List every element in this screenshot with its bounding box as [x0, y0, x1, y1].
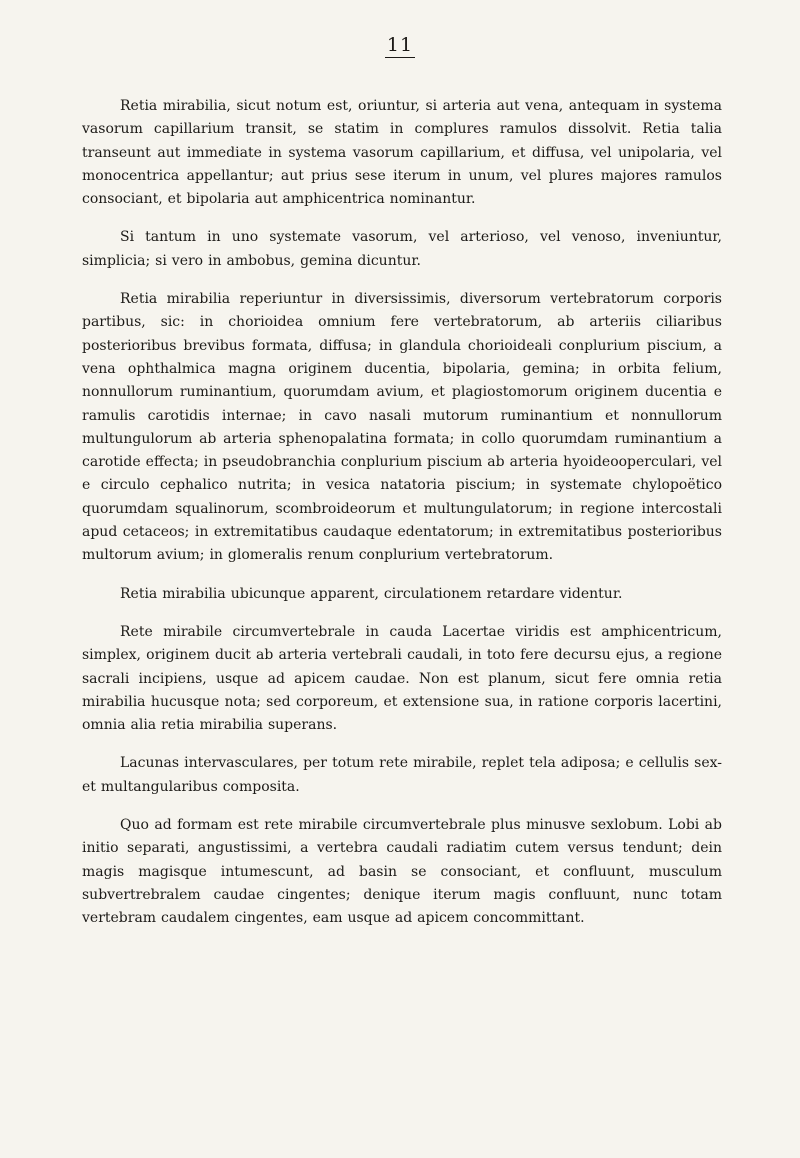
paragraph-6: Lacunas intervasculares, per totum rete mirabile, replet tela adiposa; e cellulis sex- et multangularibus composita. — [82, 755, 722, 795]
paragraph-5: Rete mirabile circumvertebrale in cauda Lacertae viridis est amphicentricum, simplex, originem ducit ab arteria vertebrali caudali, in toto fere decursu ejus, a regione sacrali incipiens, usque ad apicem caudae. Non est planum, sicut fere omnia retia mirabilia hucusque nota; sed corporeum, et extensione sua, in ratione corporis lacertini, omnia alia retia mirabilia superans. — [82, 623, 722, 734]
paragraph-1: Retia mirabilia, sicut notum est, oriuntur, si arteria aut vena, antequam in systema vasorum capillarium transit, se statim in complures ramulos dissolvit. Retia talia transeunt aut immediate in systema vasorum capillarium, et diffusa, vel unipolaria, vel monocentrica appellantur; aut prius sese iterum in unum, vel plures majores ramulos consociant, et bipolaria aut amphicentrica nominantur. — [82, 98, 722, 208]
page-number — [0, 34, 800, 58]
body-text — [82, 95, 722, 946]
paragraph-7: Quo ad formam est rete mirabile circumvertebrale plus minusve sexlobum. Lobi ab initio separati, angustissimi, a vertebra caudali radiatim cutem versus tendunt; dein magis magisque intumescunt, ad basin se consociant, et confluunt, musculum subvertrebralem caudae cingentes; denique iterum magis confluunt, nunc totam vertebram caudalem cingentes, eam usque ad apicem concommittant. — [82, 817, 722, 927]
paragraph-3: Retia mirabilia reperiuntur in diversissimis, diversorum vertebratorum corporis partibus, sic: in chorioidea omnium fere vertebratorum, ab arteriis ciliaribus posterioribus brevibus formata, diffusa; in glandula chorioideali conplurium piscium, a vena ophthalmica magna originem ducentia, bipolaria, gemina; in orbita felium, nonnullorum ruminantium, quorumdam avium, et plagiostomorum originem ducentia e ramulis carotidis internae; in cavo nasali mutorum ruminantium et nonnullorum multungulorum ab arteria sphenopalatina formata; in collo quorumdam ruminantium a carotide effecta; in pseudobranchia conplurium piscium ab arteria hyoideooperculari, vel e circulo cephalico nutrita; in vesica natatoria piscium; in systemate chylopoëtico quorumdam squalinorum, scombroideorum et multungulatorum; in regione intercostali apud cetaceos; in extremitatibus caudaque edentatorum; in extremitatibus posterioribus multorum avium; in glomeralis renum conplurium vertebratorum. — [82, 291, 722, 564]
page-number-text: 11 — [386, 34, 414, 56]
paragraph-2: Si tantum in uno systemate vasorum, vel arterioso, vel venoso, inveniuntur, simplicia; si vero in ambobus, gemina dicuntur. — [82, 229, 722, 269]
paragraph-4: Retia mirabilia ubicunque apparent, circulationem retardare videntur. — [120, 585, 623, 602]
